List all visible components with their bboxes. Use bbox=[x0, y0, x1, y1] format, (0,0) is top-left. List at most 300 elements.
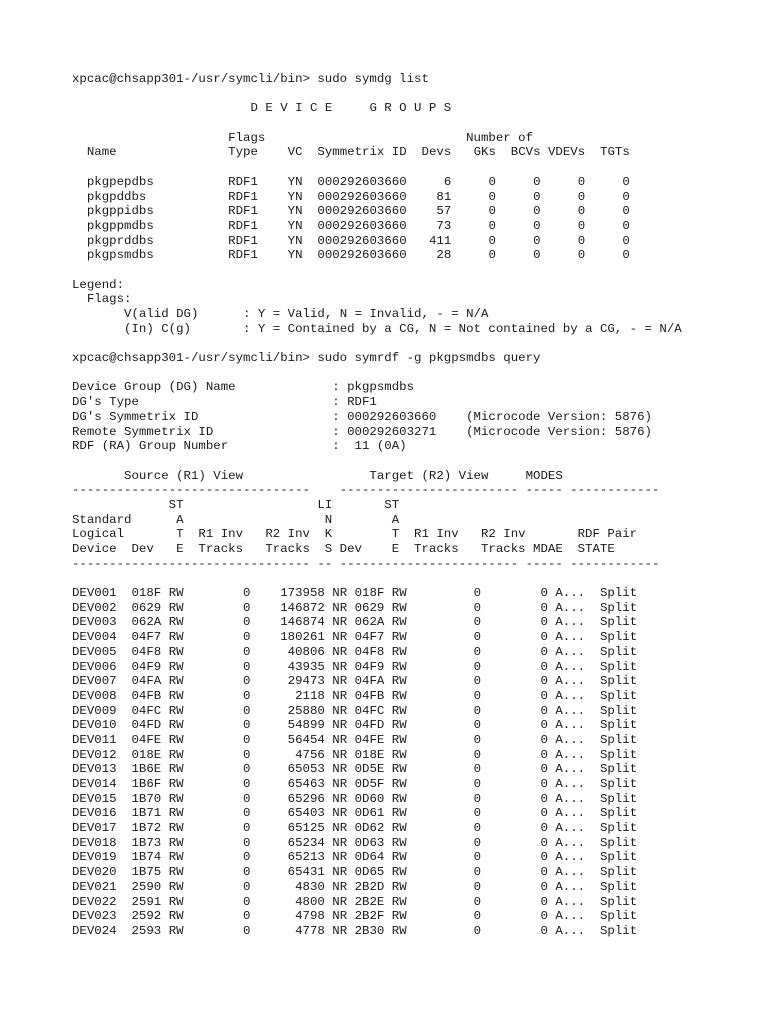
rdf-source-r2-inv: 65213 bbox=[250, 850, 325, 865]
column-header-line bbox=[72, 145, 682, 160]
rdf-header-text: Standard A N A bbox=[72, 512, 400, 527]
rdf-source-r1-inv: 0 bbox=[183, 615, 251, 630]
rdf-target-r1-inv: 0 bbox=[406, 894, 482, 909]
rdf-source-state: RW bbox=[168, 850, 184, 865]
rdf-pair-state: Split bbox=[600, 688, 638, 703]
rdf-row bbox=[72, 777, 682, 792]
dg-type: RDF1 bbox=[228, 233, 273, 248]
rdf-pair-state: Split bbox=[600, 762, 638, 777]
dg-tgts: 0 bbox=[585, 218, 630, 233]
rdf-source-state: RW bbox=[168, 762, 184, 777]
rdf-source-r2-inv: 4798 bbox=[250, 909, 325, 924]
rdf-header-text: Device Dev E Tracks Tracks S Dev E Tracks Tracks MDAE STATE bbox=[72, 542, 615, 556]
info-value: : pkgpsmdbs bbox=[332, 380, 415, 395]
legend-title: Legend: bbox=[72, 277, 125, 292]
rdf-header-line bbox=[72, 498, 682, 513]
rdf-logical-device: DEV011 bbox=[72, 732, 132, 747]
legend-desc: : Y = Valid, N = Invalid, - = N/A bbox=[243, 307, 489, 321]
rdf-logical-device: DEV016 bbox=[72, 806, 132, 821]
rdf-target-r2-inv: 0 bbox=[481, 600, 548, 615]
rdf-pair-state: Split bbox=[600, 865, 638, 880]
rdf-logical-device: DEV017 bbox=[72, 821, 132, 836]
rdf-pair-state: Split bbox=[600, 894, 638, 909]
rdf-source-r1-inv: 0 bbox=[183, 630, 251, 645]
rdf-source-dev: 0629 bbox=[131, 600, 169, 615]
rdf-target-state: RW bbox=[391, 703, 407, 718]
rdf-row bbox=[72, 615, 682, 630]
rdf-target-state: RW bbox=[391, 835, 407, 850]
rdf-table-header bbox=[72, 469, 682, 572]
rdf-target-r2-inv: 0 bbox=[481, 644, 548, 659]
rdf-source-dev: 2592 bbox=[131, 909, 169, 924]
rdf-target-dev: 0D5F bbox=[347, 777, 392, 791]
spacer bbox=[265, 131, 466, 145]
terminal-output bbox=[72, 72, 682, 939]
rdf-link-status: NR bbox=[324, 777, 348, 791]
rdf-logical-device: DEV020 bbox=[72, 865, 132, 880]
rdf-source-dev: 1B70 bbox=[131, 791, 169, 806]
rdf-target-dev: 0D62 bbox=[347, 821, 392, 836]
rdf-header-line bbox=[72, 483, 682, 498]
rdf-header-line bbox=[72, 527, 682, 542]
dg-bcvs: 0 bbox=[495, 204, 541, 219]
rdf-header-text: Logical T R1 Inv R2 Inv K T R1 Inv R2 Inv RDF Pair bbox=[72, 527, 638, 542]
rdf-source-dev: 04FC bbox=[131, 703, 169, 718]
rdf-target-dev: 04FA bbox=[347, 674, 392, 689]
rdf-source-state: RW bbox=[168, 630, 184, 645]
dg-name: pkgppidbs bbox=[72, 204, 229, 219]
col-header-flags-vc: VC bbox=[272, 145, 303, 160]
rdf-logical-device: DEV013 bbox=[72, 762, 132, 777]
dg-tgts: 0 bbox=[585, 174, 630, 189]
rdf-source-state: RW bbox=[168, 586, 184, 601]
rdf-target-state: RW bbox=[391, 615, 407, 630]
rdf-target-r1-inv: 0 bbox=[406, 777, 482, 791]
rdf-target-dev: 04F8 bbox=[347, 644, 392, 659]
rdf-target-dev: 0629 bbox=[347, 600, 392, 615]
rdf-target-r1-inv: 0 bbox=[406, 791, 482, 806]
blank-line bbox=[72, 160, 682, 175]
rdf-header-text: ST LI ST bbox=[72, 497, 400, 512]
command-symdg-list: xpcac@chsapp301-/usr/symcli/bin> sudo symdg list bbox=[72, 72, 429, 86]
rdf-link-status: NR bbox=[324, 762, 348, 777]
dg-flags: YN bbox=[272, 248, 303, 263]
rdf-modes: A... bbox=[547, 600, 600, 615]
rdf-source-r1-inv: 0 bbox=[183, 894, 251, 909]
rdf-row bbox=[72, 689, 682, 704]
spacer bbox=[72, 131, 228, 145]
rdf-row bbox=[72, 880, 682, 895]
rdf-target-r2-inv: 0 bbox=[481, 865, 548, 880]
rdf-pair-state: Split bbox=[600, 806, 638, 821]
rdf-source-dev: 04FE bbox=[131, 732, 169, 747]
rdf-header-text: Source (R1) View Target (R2) View MODES bbox=[72, 468, 563, 483]
rdf-source-dev: 2593 bbox=[131, 923, 169, 938]
rdf-header-line bbox=[72, 542, 682, 557]
rdf-pair-state: Split bbox=[600, 703, 638, 718]
rdf-source-r2-inv: 4800 bbox=[250, 894, 325, 909]
dg-flags: YN bbox=[272, 189, 303, 204]
rdf-target-r2-inv: 0 bbox=[481, 835, 548, 850]
rdf-source-r2-inv: 146872 bbox=[250, 600, 325, 615]
rdf-source-state: RW bbox=[168, 835, 184, 850]
dg-bcvs: 0 bbox=[495, 189, 541, 204]
dg-tgts: 0 bbox=[585, 248, 630, 263]
device-group-row bbox=[72, 219, 682, 234]
rdf-modes: A... bbox=[547, 703, 600, 718]
rdf-row bbox=[72, 586, 682, 601]
rdf-source-r1-inv: 0 bbox=[183, 762, 251, 777]
rdf-target-r2-inv: 0 bbox=[481, 630, 548, 645]
rdf-target-dev: 0D5E bbox=[347, 762, 392, 777]
rdf-logical-device: DEV010 bbox=[72, 718, 132, 733]
dg-flags: YN bbox=[272, 218, 303, 233]
rdf-row bbox=[72, 674, 682, 689]
rdf-target-state: RW bbox=[391, 894, 407, 909]
legend-key: V(alid DG) bbox=[72, 307, 244, 321]
device-group-info bbox=[72, 380, 682, 453]
rdf-target-state: RW bbox=[391, 630, 407, 645]
rdf-target-r2-inv: 0 bbox=[481, 777, 548, 791]
rdf-target-state: RW bbox=[391, 718, 407, 733]
info-line bbox=[72, 439, 682, 454]
rdf-target-dev: 0D64 bbox=[347, 850, 392, 865]
rdf-modes: A... bbox=[547, 644, 600, 659]
dg-devs: 411 bbox=[406, 233, 452, 248]
rdf-target-state: RW bbox=[391, 806, 407, 821]
rdf-target-r2-inv: 0 bbox=[481, 806, 548, 821]
legend-key: (In) C(g) bbox=[72, 321, 244, 336]
rdf-target-state: RW bbox=[391, 586, 407, 601]
dg-gks: 0 bbox=[451, 218, 496, 233]
legend-flags-line bbox=[72, 292, 682, 307]
rdf-source-r2-inv: 65125 bbox=[250, 821, 325, 836]
rdf-target-state: RW bbox=[391, 762, 407, 777]
rdf-link-status: NR bbox=[324, 821, 348, 836]
rdf-logical-device: DEV003 bbox=[72, 615, 132, 630]
dg-type: RDF1 bbox=[228, 248, 273, 263]
dg-bcvs: 0 bbox=[495, 233, 541, 248]
rdf-source-state: RW bbox=[168, 732, 184, 747]
rdf-source-r2-inv: 65463 bbox=[250, 777, 325, 791]
rdf-target-r1-inv: 0 bbox=[406, 615, 482, 630]
rdf-target-r1-inv: 0 bbox=[406, 688, 482, 703]
rdf-modes: A... bbox=[547, 835, 600, 850]
command-symrdf-query: xpcac@chsapp301-/usr/symcli/bin> sudo symrdf -g pkgpsmdbs query bbox=[72, 351, 541, 366]
rdf-source-state: RW bbox=[168, 791, 184, 806]
rdf-source-dev: 1B6E bbox=[131, 762, 169, 777]
rdf-modes: A... bbox=[547, 674, 600, 689]
title-text: D E V I C E G R O U P S bbox=[250, 101, 452, 116]
rdf-pair-state: Split bbox=[600, 718, 638, 733]
rdf-link-status: NR bbox=[324, 909, 348, 924]
rdf-header-text: -------------------------------- -- ------------------------ ----- ------------ bbox=[72, 556, 660, 571]
rdf-target-dev: 2B2E bbox=[347, 894, 392, 909]
rdf-target-r2-inv: 0 bbox=[481, 659, 548, 674]
rdf-modes: A... bbox=[547, 659, 600, 674]
rdf-target-dev: 062A bbox=[347, 615, 392, 630]
rdf-source-state: RW bbox=[168, 894, 184, 909]
rdf-source-r1-inv: 0 bbox=[183, 732, 251, 747]
info-line bbox=[72, 380, 682, 395]
rdf-modes: A... bbox=[547, 909, 600, 924]
rdf-target-r1-inv: 0 bbox=[406, 586, 482, 601]
rdf-source-dev: 1B6F bbox=[131, 777, 169, 791]
rdf-pair-state: Split bbox=[600, 659, 638, 674]
rdf-source-r1-inv: 0 bbox=[183, 865, 251, 880]
rdf-target-dev: 04FD bbox=[347, 718, 392, 733]
dg-name: pkgpsmdbs bbox=[72, 248, 229, 263]
rdf-source-r2-inv: 65053 bbox=[250, 762, 325, 777]
rdf-target-r2-inv: 0 bbox=[481, 923, 548, 938]
rdf-source-r1-inv: 0 bbox=[183, 600, 251, 615]
rdf-row bbox=[72, 909, 682, 924]
rdf-row bbox=[72, 660, 682, 675]
rdf-modes: A... bbox=[547, 762, 600, 777]
rdf-target-state: RW bbox=[391, 865, 407, 880]
rdf-pair-state: Split bbox=[600, 850, 638, 865]
rdf-source-r2-inv: 40806 bbox=[250, 644, 325, 659]
info-line bbox=[72, 425, 682, 440]
rdf-modes: A... bbox=[547, 777, 600, 791]
col-header-symmetrix-id: Symmetrix ID bbox=[302, 145, 407, 160]
info-value: : 11 (0A) bbox=[332, 439, 407, 454]
rdf-table-rows bbox=[72, 586, 682, 939]
rdf-target-r1-inv: 0 bbox=[406, 865, 482, 880]
rdf-row bbox=[72, 821, 682, 836]
dg-vdevs: 0 bbox=[540, 233, 586, 248]
dg-name: pkgppmdbs bbox=[72, 218, 229, 233]
rdf-target-r2-inv: 0 bbox=[481, 747, 548, 762]
rdf-header-text: -------------------------------- ------------------------ ----- ------------ bbox=[72, 483, 660, 498]
rdf-source-r2-inv: 43935 bbox=[250, 659, 325, 674]
rdf-source-dev: 04F9 bbox=[131, 659, 169, 674]
legend-entry bbox=[72, 307, 682, 322]
rdf-target-state: RW bbox=[391, 688, 407, 703]
rdf-modes: A... bbox=[547, 688, 600, 703]
rdf-source-dev: 1B73 bbox=[131, 835, 169, 850]
rdf-row bbox=[72, 733, 682, 748]
device-group-row bbox=[72, 248, 682, 263]
rdf-source-r2-inv: 65431 bbox=[250, 865, 325, 880]
col-header-name: Name bbox=[72, 145, 229, 160]
rdf-target-state: RW bbox=[391, 923, 407, 938]
rdf-pair-state: Split bbox=[600, 600, 638, 615]
rdf-target-state: RW bbox=[391, 600, 407, 615]
rdf-source-r2-inv: 146874 bbox=[250, 615, 325, 630]
rdf-logical-device: DEV007 bbox=[72, 674, 132, 689]
dg-symmetrix-id: 000292603660 bbox=[302, 248, 407, 263]
rdf-source-r2-inv: 2118 bbox=[250, 688, 325, 703]
rdf-link-status: NR bbox=[324, 791, 348, 806]
rdf-logical-device: DEV004 bbox=[72, 630, 132, 645]
rdf-modes: A... bbox=[547, 850, 600, 865]
dg-flags: YN bbox=[272, 204, 303, 219]
rdf-row bbox=[72, 895, 682, 910]
info-label: RDF (RA) Group Number bbox=[72, 439, 333, 454]
rdf-logical-device: DEV022 bbox=[72, 894, 132, 909]
rdf-target-state: RW bbox=[391, 732, 407, 747]
rdf-modes: A... bbox=[547, 894, 600, 909]
dg-devs: 28 bbox=[406, 248, 452, 263]
rdf-row bbox=[72, 850, 682, 865]
legend-flags-title: Flags: bbox=[86, 292, 132, 307]
blank-line bbox=[72, 87, 682, 102]
col-header-gks: GKs bbox=[451, 145, 496, 160]
device-group-row bbox=[72, 190, 682, 205]
rdf-source-r2-inv: 4756 bbox=[250, 747, 325, 762]
rdf-source-r1-inv: 0 bbox=[183, 747, 251, 762]
rdf-link-status: NR bbox=[324, 659, 348, 674]
rdf-target-r2-inv: 0 bbox=[481, 894, 548, 909]
rdf-logical-device: DEV006 bbox=[72, 659, 132, 674]
rdf-target-state: RW bbox=[391, 777, 407, 791]
rdf-pair-state: Split bbox=[600, 615, 638, 630]
col-header-bcvs: BCVs bbox=[495, 145, 541, 160]
rdf-modes: A... bbox=[547, 718, 600, 733]
rdf-target-r1-inv: 0 bbox=[406, 850, 482, 865]
rdf-pair-state: Split bbox=[600, 630, 638, 645]
rdf-row bbox=[72, 630, 682, 645]
rdf-target-r1-inv: 0 bbox=[406, 659, 482, 674]
rdf-source-state: RW bbox=[168, 806, 184, 821]
rdf-row bbox=[72, 762, 682, 777]
rdf-modes: A... bbox=[547, 806, 600, 821]
dg-vdevs: 0 bbox=[540, 204, 586, 219]
rdf-source-dev: 1B75 bbox=[131, 865, 169, 880]
dg-tgts: 0 bbox=[585, 204, 630, 219]
dg-bcvs: 0 bbox=[495, 248, 541, 263]
rdf-source-r1-inv: 0 bbox=[183, 674, 251, 689]
dg-gks: 0 bbox=[451, 248, 496, 263]
rdf-modes: A... bbox=[547, 879, 600, 894]
blank-line bbox=[72, 366, 682, 381]
dg-type: RDF1 bbox=[228, 218, 273, 233]
info-label: Remote Symmetrix ID bbox=[72, 424, 333, 439]
rdf-source-state: RW bbox=[168, 821, 184, 836]
dg-gks: 0 bbox=[451, 189, 496, 204]
rdf-source-state: RW bbox=[168, 688, 184, 703]
rdf-target-r1-inv: 0 bbox=[406, 630, 482, 645]
rdf-row bbox=[72, 792, 682, 807]
rdf-pair-state: Split bbox=[600, 644, 638, 659]
rdf-target-r1-inv: 0 bbox=[406, 644, 482, 659]
rdf-logical-device: DEV001 bbox=[72, 586, 132, 601]
rdf-target-state: RW bbox=[391, 909, 407, 924]
dg-devs: 81 bbox=[406, 189, 452, 204]
rdf-source-r2-inv: 4830 bbox=[250, 879, 325, 894]
number-of-group-header: Number of bbox=[466, 130, 534, 145]
rdf-link-status: NR bbox=[324, 806, 348, 821]
rdf-source-state: RW bbox=[168, 703, 184, 718]
info-label: DG's Type bbox=[72, 395, 333, 410]
rdf-logical-device: DEV008 bbox=[72, 688, 132, 703]
info-label: Device Group (DG) Name bbox=[72, 380, 333, 395]
device-group-row bbox=[72, 175, 682, 190]
spacer bbox=[72, 292, 87, 306]
rdf-target-state: RW bbox=[391, 821, 407, 836]
dg-devs: 57 bbox=[406, 204, 452, 219]
rdf-target-r1-inv: 0 bbox=[406, 762, 482, 777]
rdf-target-state: RW bbox=[391, 747, 407, 762]
rdf-link-status: NR bbox=[324, 850, 348, 865]
blank-line bbox=[72, 571, 682, 586]
rdf-pair-state: Split bbox=[600, 909, 638, 924]
rdf-target-dev: 0D63 bbox=[347, 835, 392, 850]
rdf-pair-state: Split bbox=[600, 674, 638, 689]
rdf-logical-device: DEV009 bbox=[72, 703, 132, 718]
rdf-pair-state: Split bbox=[600, 821, 638, 836]
device-group-row bbox=[72, 204, 682, 219]
rdf-source-r1-inv: 0 bbox=[183, 806, 251, 821]
dg-symmetrix-id: 000292603660 bbox=[302, 204, 407, 219]
rdf-source-r1-inv: 0 bbox=[183, 644, 251, 659]
dg-gks: 0 bbox=[451, 204, 496, 219]
rdf-link-status: NR bbox=[324, 630, 348, 645]
rdf-logical-device: DEV023 bbox=[72, 909, 132, 924]
rdf-target-state: RW bbox=[391, 850, 407, 865]
rdf-target-r2-inv: 0 bbox=[481, 909, 548, 924]
rdf-source-r2-inv: 54899 bbox=[250, 718, 325, 733]
blank-line bbox=[72, 116, 682, 131]
dg-symmetrix-id: 000292603660 bbox=[302, 218, 407, 233]
rdf-target-dev: 04FB bbox=[347, 688, 392, 703]
rdf-target-r1-inv: 0 bbox=[406, 703, 482, 718]
rdf-source-state: RW bbox=[168, 879, 184, 894]
blank-line bbox=[72, 454, 682, 469]
rdf-row bbox=[72, 806, 682, 821]
rdf-link-status: NR bbox=[324, 644, 348, 659]
rdf-pair-state: Split bbox=[600, 747, 638, 762]
rdf-target-r2-inv: 0 bbox=[481, 674, 548, 689]
rdf-target-r1-inv: 0 bbox=[406, 909, 482, 924]
rdf-logical-device: DEV005 bbox=[72, 644, 132, 659]
rdf-row bbox=[72, 645, 682, 660]
rdf-target-r1-inv: 0 bbox=[406, 806, 482, 821]
rdf-source-dev: 04FD bbox=[131, 718, 169, 733]
device-group-rows bbox=[72, 175, 682, 263]
rdf-target-r1-inv: 0 bbox=[406, 923, 482, 938]
rdf-source-state: RW bbox=[168, 674, 184, 689]
spacer bbox=[72, 101, 250, 115]
col-header-tgts: TGTs bbox=[585, 145, 630, 160]
rdf-target-r2-inv: 0 bbox=[481, 615, 548, 630]
rdf-target-r2-inv: 0 bbox=[481, 688, 548, 703]
rdf-modes: A... bbox=[547, 630, 600, 645]
rdf-target-r2-inv: 0 bbox=[481, 850, 548, 865]
rdf-target-r2-inv: 0 bbox=[481, 586, 548, 601]
rdf-link-status: NR bbox=[324, 894, 348, 909]
rdf-modes: A... bbox=[547, 865, 600, 880]
rdf-row bbox=[72, 601, 682, 616]
rdf-source-r2-inv: 56454 bbox=[250, 732, 325, 747]
rdf-modes: A... bbox=[547, 615, 600, 630]
rdf-link-status: NR bbox=[324, 747, 348, 762]
rdf-target-r1-inv: 0 bbox=[406, 835, 482, 850]
rdf-link-status: NR bbox=[324, 865, 348, 880]
rdf-target-dev: 018F bbox=[347, 586, 392, 601]
rdf-source-dev: 04F8 bbox=[131, 644, 169, 659]
rdf-target-r1-inv: 0 bbox=[406, 879, 482, 894]
dg-type: RDF1 bbox=[228, 189, 273, 204]
rdf-target-dev: 2B2F bbox=[347, 909, 392, 924]
dg-name: pkgprddbs bbox=[72, 233, 229, 248]
info-line bbox=[72, 410, 682, 425]
rdf-link-status: NR bbox=[324, 600, 348, 615]
dg-symmetrix-id: 000292603660 bbox=[302, 174, 407, 189]
rdf-link-status: NR bbox=[324, 615, 348, 630]
rdf-row bbox=[72, 924, 682, 939]
